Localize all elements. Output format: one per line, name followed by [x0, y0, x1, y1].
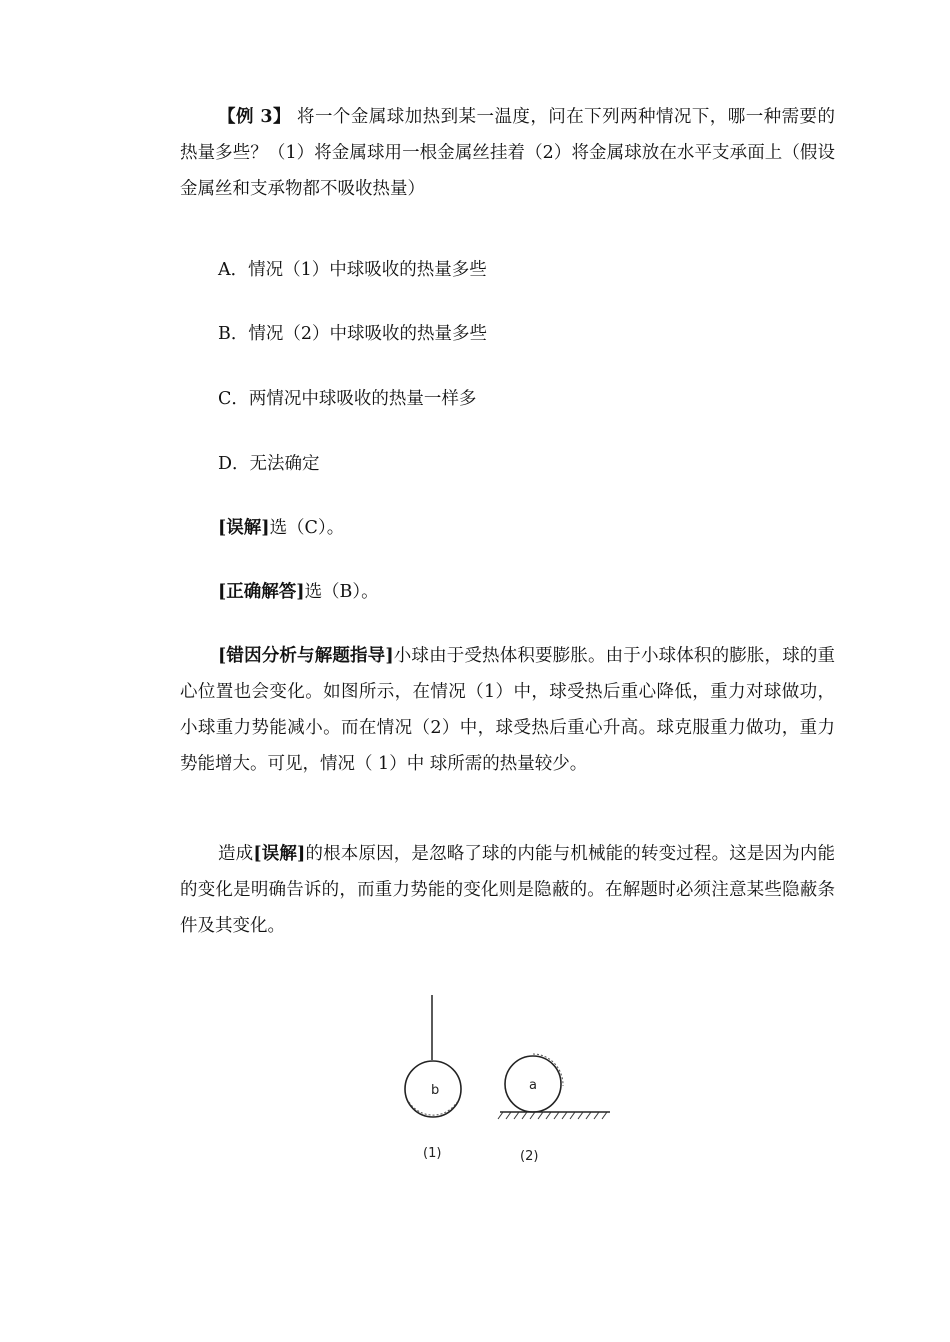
- correct-answer-text: 选（B）。: [304, 582, 379, 602]
- ball-diagram: [395, 990, 625, 1175]
- expanded-ball-outline-2: [533, 1054, 563, 1086]
- analysis-paragraph: [180, 638, 835, 782]
- option-a: A．情况（1）中球吸收的热量多些: [218, 260, 487, 280]
- option-c: C．两情况中球吸收的热量一样多: [218, 389, 477, 409]
- surface-hatching: [498, 1112, 607, 1119]
- conclusion-prefix: 造成: [218, 844, 254, 864]
- caption-1: (1): [423, 1146, 442, 1161]
- ball-1-letter: b: [431, 1083, 440, 1098]
- caption-2: (2): [520, 1149, 539, 1164]
- conclusion-label: [误解]: [253, 844, 306, 864]
- wrong-answer: [218, 516, 344, 540]
- correct-answer-label: [正确解答]: [218, 582, 305, 602]
- wrong-answer-label: [误解]: [218, 518, 270, 538]
- analysis-text: 小球由于受热体积要膨胀。由于小球体积的膨胀，球的重心位置也会变化。如图所示，在情况（1）中，球受热后重心降低，重力对球做功，小球重力势能减小。而在情况（2）中，球受热后重心升高。球克服重力做功，重力势能增大。可见，情况（ 1）中 球所需的热量较少。: [180, 646, 836, 774]
- analysis-label: [错因分析与解题指导]: [218, 646, 394, 666]
- ball-2-letter: a: [529, 1078, 537, 1093]
- option-d: D．无法确定: [218, 454, 320, 474]
- problem-text: 将一个金属球加热到某一温度，问在下列两种情况下，哪一种需要的热量多些？（1）将金属球用一根金属丝挂着（2）将金属球放在水平支承面上（假设金属丝和支承物都不吸收热量）: [180, 107, 835, 199]
- conclusion-paragraph: [180, 836, 835, 944]
- problem-label: 【例 3】: [218, 107, 292, 127]
- option-b: B．情况（2）中球吸收的热量多些: [218, 324, 487, 344]
- ball-figure: [395, 990, 625, 1175]
- correct-answer: [218, 580, 379, 604]
- expanded-ball-outline-1: [409, 1102, 457, 1115]
- conclusion-text: 的根本原因，是忽略了球的内能与机械能的转变过程。这是因为内能的变化是明确告诉的，而重力势能的变化则是隐蔽的。在解题时必须注意某些隐蔽条件及其变化。: [180, 844, 836, 936]
- wrong-answer-text: 选（C）。: [269, 518, 345, 538]
- problem-stem: [180, 99, 835, 207]
